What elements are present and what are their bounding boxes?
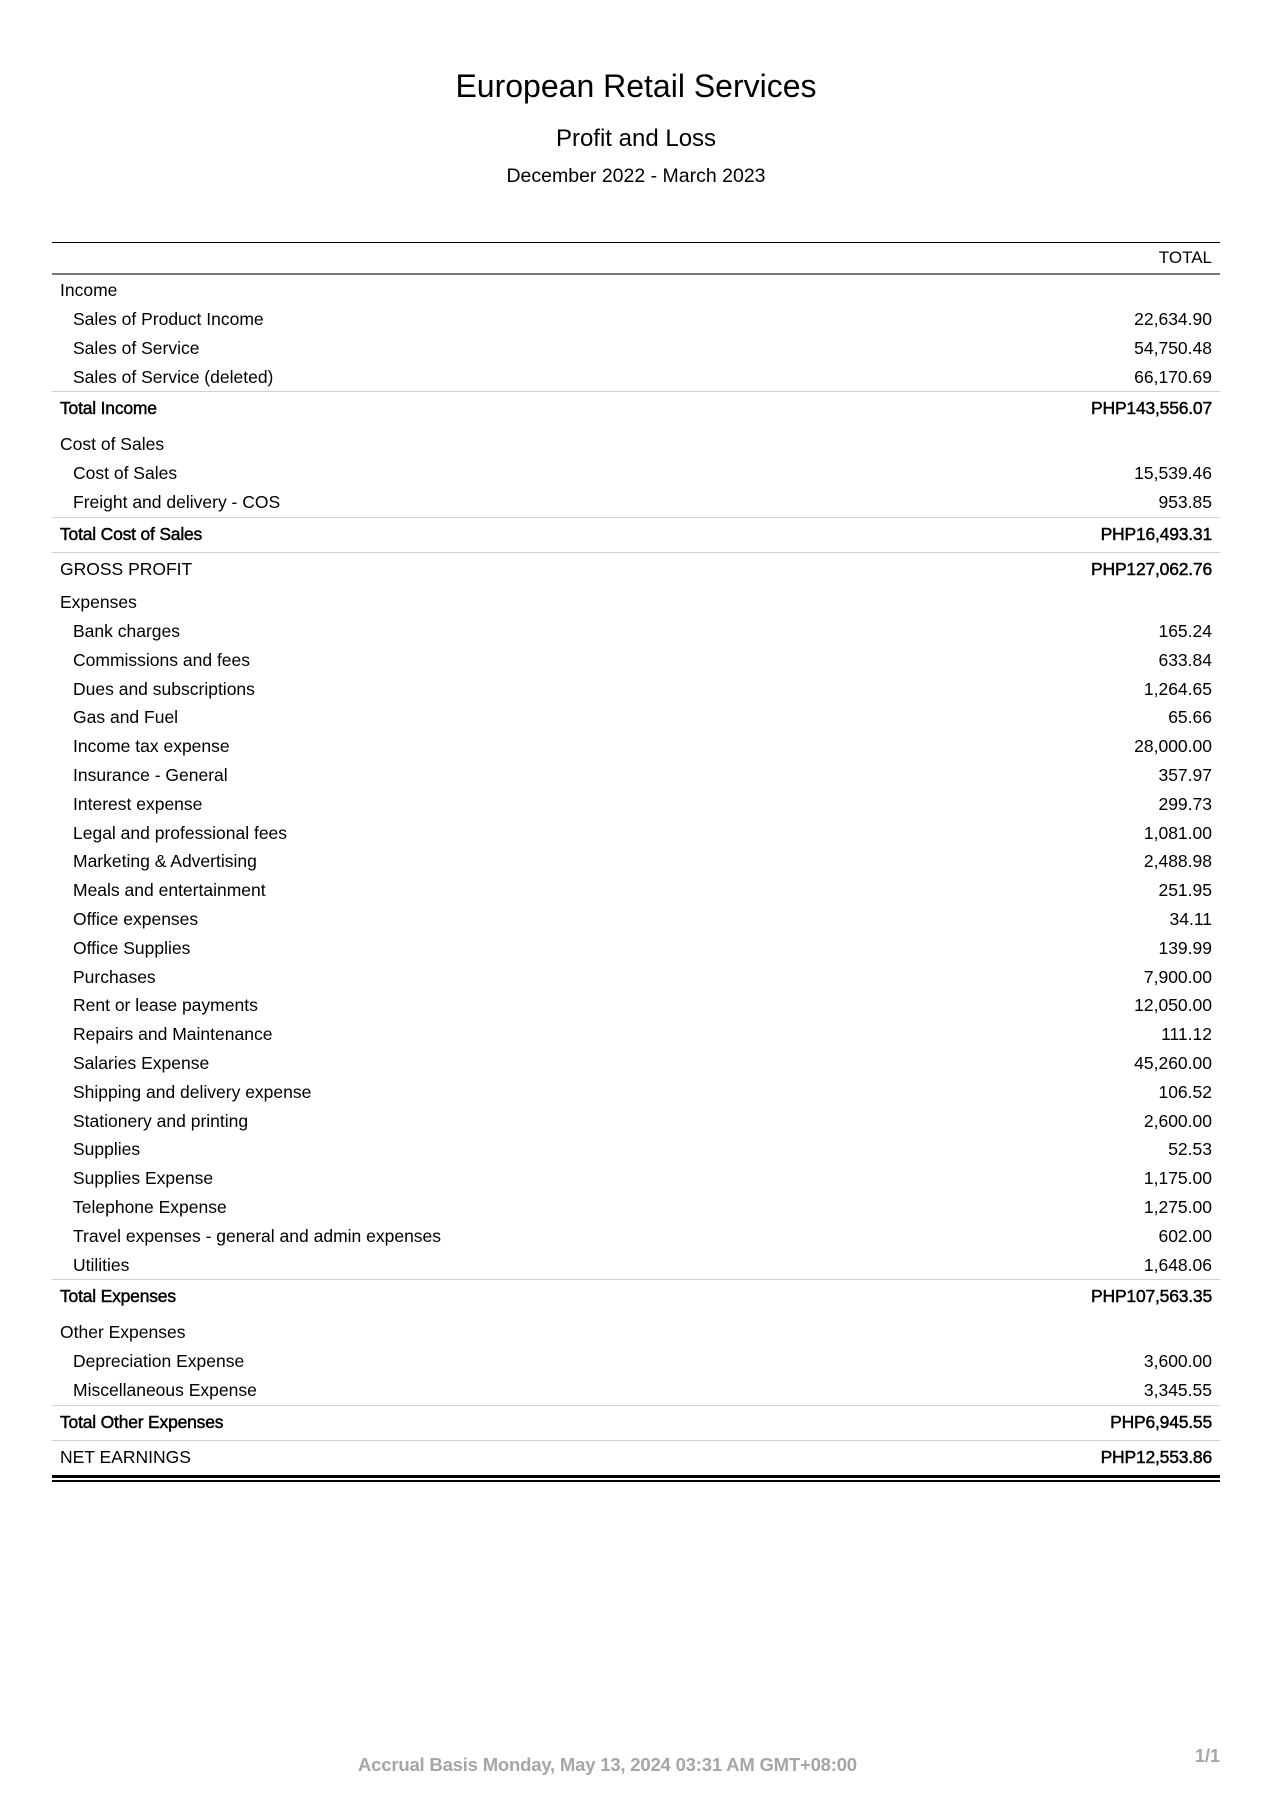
table-row: Utilities 1,648.06 bbox=[73, 1254, 1212, 1275]
table-row: Salaries Expense 45,260.00 bbox=[73, 1052, 1212, 1073]
table-row: Travel expenses - general and admin expenses 602.00 bbox=[73, 1225, 1212, 1246]
table-row: Marketing & Advertising 2,488.98 bbox=[73, 851, 1212, 872]
page-number: 1/1 bbox=[1195, 1746, 1221, 1766]
table-row: Dues and subscriptions 1,264.65 bbox=[73, 678, 1212, 699]
table-row: Stationery and printing 2,600.00 bbox=[73, 1110, 1212, 1131]
report-period: December 2022 - March 2023 bbox=[506, 165, 766, 187]
net-earnings-row: NET EARNINGS PHP12,553.86 bbox=[52, 1440, 1220, 1475]
table-header bbox=[52, 242, 1220, 275]
gross-profit-row: GROSS PROFIT PHP127,062.76 bbox=[52, 552, 1220, 587]
total-cost-of-sales-row: Total Cost of Sales PHP16,493.31 bbox=[52, 517, 1220, 552]
table-row: Gas and Fuel 65.66 bbox=[73, 707, 1212, 728]
table-row: Meals and entertainment 251.95 bbox=[73, 880, 1212, 901]
table-row: Miscellaneous Expense 3,345.55 bbox=[73, 1380, 1212, 1401]
table-row: Sales of Service (deleted) 66,170.69 bbox=[73, 366, 1212, 387]
table-row: Interest expense 299.73 bbox=[73, 793, 1212, 814]
table-row: Repairs and Maintenance 111.12 bbox=[73, 1024, 1212, 1045]
table-row: Insurance - General 357.97 bbox=[73, 764, 1212, 785]
column-header-total: TOTAL bbox=[1158, 248, 1212, 267]
table-row: Office expenses 34.11 bbox=[73, 908, 1212, 929]
table-row: Office Supplies 139.99 bbox=[73, 937, 1212, 958]
section-header-cost-of-sales: Cost of Sales bbox=[60, 434, 165, 455]
table-row: Depreciation Expense 3,600.00 bbox=[73, 1351, 1212, 1372]
total-expenses-row: Total Expenses PHP107,563.35 bbox=[52, 1279, 1220, 1314]
section-header-other-expenses: Other Expenses bbox=[60, 1322, 186, 1343]
table-row: Supplies 52.53 bbox=[73, 1139, 1212, 1160]
table-row: Freight and delivery - COS 953.85 bbox=[73, 492, 1212, 513]
double-underline bbox=[52, 1475, 1220, 1482]
table-row: Telephone Expense 1,275.00 bbox=[73, 1196, 1212, 1217]
footer-basis-timestamp: Accrual Basis Monday, May 13, 2024 03:31 AM GMT+08:00 bbox=[358, 1754, 857, 1775]
table-row: Legal and professional fees 1,081.00 bbox=[73, 822, 1212, 843]
table-row: Sales of Product Income 22,634.90 bbox=[73, 309, 1212, 329]
section-header-expenses: Expenses bbox=[60, 591, 137, 612]
total-income-row: Total Income PHP143,556.07 bbox=[52, 391, 1220, 426]
table-row: Shipping and delivery expense 106.52 bbox=[73, 1081, 1212, 1102]
section-header-income: Income bbox=[60, 280, 118, 300]
table-row: Rent or lease payments 12,050.00 bbox=[73, 995, 1212, 1016]
report-title: Profit and Loss bbox=[555, 125, 717, 152]
table-row: Commissions and fees 633.84 bbox=[73, 649, 1212, 670]
table-row: Bank charges 165.24 bbox=[73, 620, 1212, 641]
profit-loss-table bbox=[52, 242, 1220, 1482]
table-row: Cost of Sales 15,539.46 bbox=[73, 463, 1212, 484]
company-name: European Retail Services bbox=[455, 68, 817, 104]
table-row: Income tax expense 28,000.00 bbox=[73, 736, 1212, 757]
table-row: Supplies Expense 1,175.00 bbox=[73, 1168, 1212, 1189]
table-row: Purchases 7,900.00 bbox=[73, 966, 1212, 987]
table-row: Sales of Service 54,750.48 bbox=[73, 337, 1212, 358]
total-other-expenses-row: Total Other Expenses PHP6,945.55 bbox=[52, 1405, 1220, 1440]
